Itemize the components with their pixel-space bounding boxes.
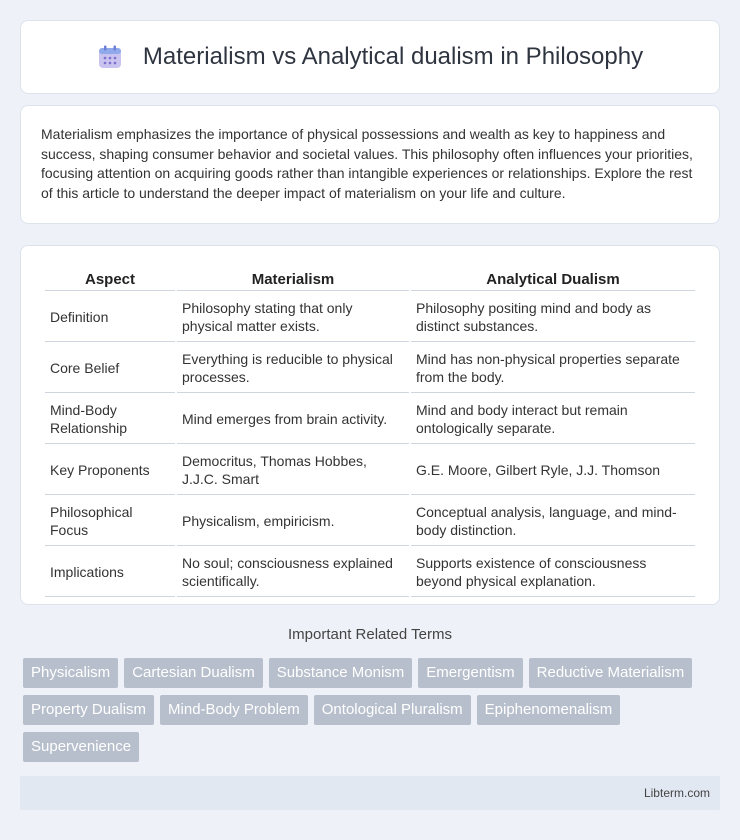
related-term-tag[interactable]: Supervenience — [23, 732, 139, 762]
cell-aspect: Philosophical Focus — [45, 497, 175, 546]
related-term-tag[interactable]: Mind-Body Problem — [160, 695, 308, 725]
header-materialism: Materialism — [177, 268, 409, 291]
related-terms-list — [23, 658, 703, 762]
cell-aspect: Definition — [45, 293, 175, 342]
cell-materialism: Physicalism, empiricism. — [177, 497, 409, 546]
related-term-tag[interactable]: Substance Monism — [269, 658, 413, 688]
cell-dualism: Philosophy positing mind and body as distinct substances. — [411, 293, 695, 342]
cell-dualism: Mind has non-physical properties separate from the body. — [411, 344, 695, 393]
table-row — [45, 548, 695, 597]
cell-aspect: Implications — [45, 548, 175, 597]
related-term-tag[interactable]: Epiphenomenalism — [477, 695, 621, 725]
related-terms-heading: Important Related Terms — [288, 626, 452, 643]
calendar-grid-icon — [97, 44, 123, 70]
page-title: Materialism vs Analytical dualism in Philosophy — [142, 43, 644, 70]
footer — [20, 776, 720, 810]
cell-materialism: Mind emerges from brain activity. — [177, 395, 409, 444]
table-row — [45, 344, 695, 393]
related-term-tag[interactable]: Emergentism — [418, 658, 522, 688]
cell-materialism: Philosophy stating that only physical matter exists. — [177, 293, 409, 342]
related-term-tag[interactable]: Reductive Materialism — [529, 658, 693, 688]
cell-materialism: No soul; consciousness explained scientifically. — [177, 548, 409, 597]
related-term-tag[interactable]: Physicalism — [23, 658, 118, 688]
cell-dualism: Supports existence of consciousness beyond physical explanation. — [411, 548, 695, 597]
cell-dualism: G.E. Moore, Gilbert Ryle, J.J. Thomson — [411, 446, 695, 495]
table-row — [45, 497, 695, 546]
cell-aspect: Mind-Body Relationship — [45, 395, 175, 444]
header-analytical-dualism: Analytical Dualism — [411, 268, 695, 291]
related-term-tag[interactable]: Cartesian Dualism — [124, 658, 263, 688]
table-header-row — [45, 268, 695, 291]
header-aspect: Aspect — [45, 268, 175, 291]
table-row — [45, 293, 695, 342]
intro-card — [20, 105, 720, 224]
related-term-tag[interactable]: Ontological Pluralism — [314, 695, 471, 725]
footer-site-link[interactable]: Libterm.com — [643, 786, 710, 800]
cell-materialism: Everything is reducible to physical processes. — [177, 344, 409, 393]
intro-paragraph: Materialism emphasizes the importance of physical possessions and wealth as key to happiness and success, shaping consumer behavior and societal values. This philosophy often influences your priorities, focusing attention on acquiring goods rather than intangible experiences or relationships. Explore the rest of this article to understand the deeper impact of materialism on your life and culture. — [41, 126, 693, 201]
cell-dualism: Mind and body interact but remain ontologically separate. — [411, 395, 695, 444]
cell-dualism: Conceptual analysis, language, and mind-body distinction. — [411, 497, 695, 546]
cell-aspect: Core Belief — [45, 344, 175, 393]
related-term-tag[interactable]: Property Dualism — [23, 695, 154, 725]
comparison-table — [43, 266, 697, 599]
header-card — [20, 20, 720, 94]
cell-aspect: Key Proponents — [45, 446, 175, 495]
cell-materialism: Democritus, Thomas Hobbes, J.J.C. Smart — [177, 446, 409, 495]
table-row — [45, 395, 695, 444]
table-row — [45, 446, 695, 495]
comparison-table-card — [20, 245, 720, 605]
